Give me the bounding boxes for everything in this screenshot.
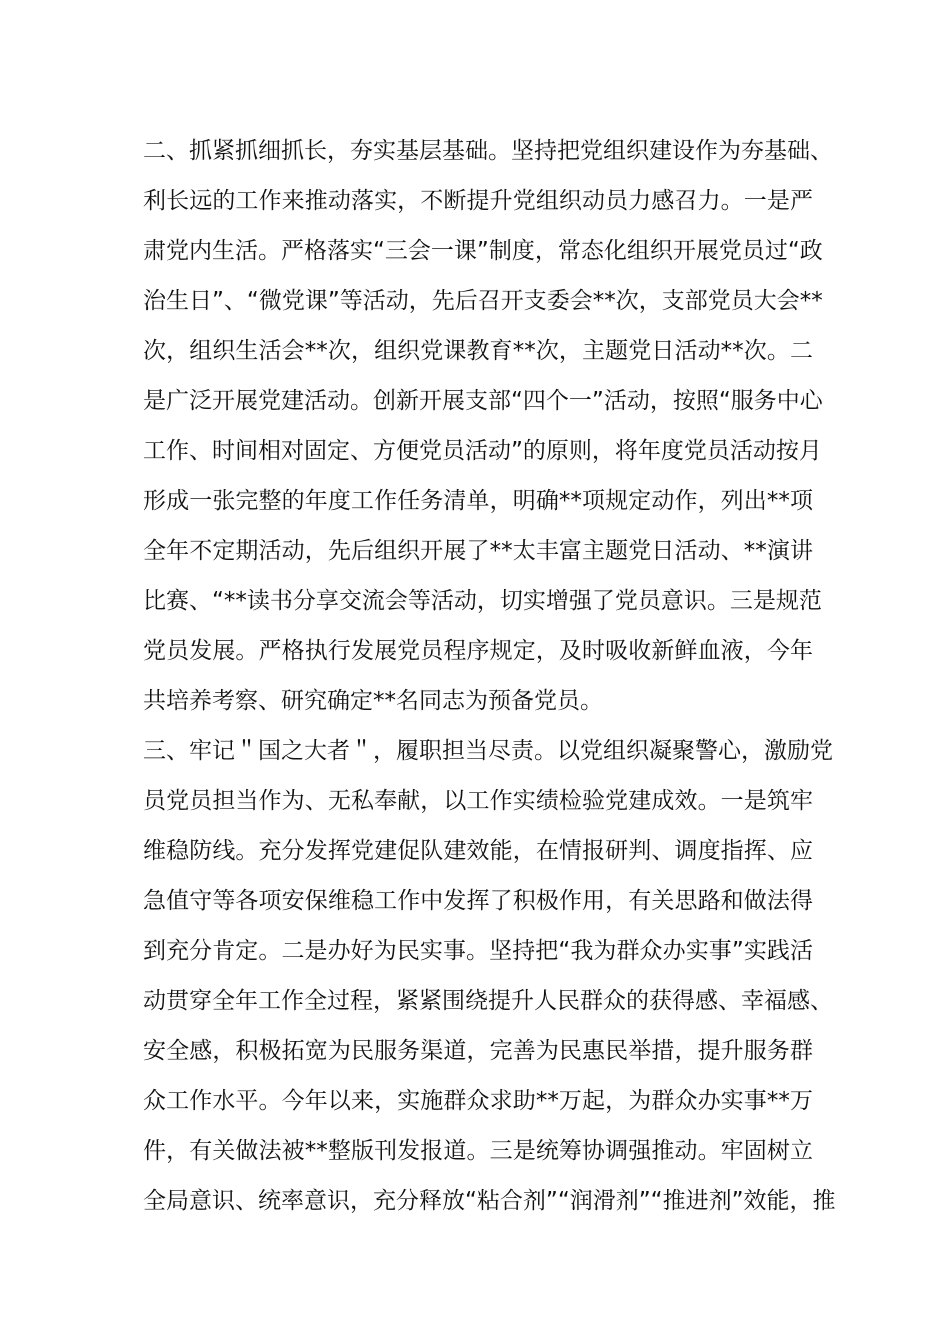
text-line: 维稳防线。充分发挥党建促队建效能，在情报研判、调度指挥、应 [143, 838, 813, 864]
text-line: 共培养考察、研究确定**名同志为预备党员。 [143, 688, 603, 714]
text-line: 全局意识、统率意识，充分释放“粘合剂”“润滑剂”“推进剂”效能，推 [143, 1188, 836, 1214]
text-line: 件，有关做法被**整版刊发报道。三是统筹协调强推动。牢固树立 [143, 1138, 813, 1164]
text-line: 肃党内生活。严格落实“三会一课”制度，常态化组织开展党员过“政 [143, 238, 823, 264]
text-line: 是广泛开展党建活动。创新开展支部“四个一”活动，按照“服务中心 [143, 388, 823, 414]
text-line: 利长远的工作来推动落实，不断提升党组织动员力感召力。一是严 [143, 188, 813, 214]
text-line: 形成一张完整的年度工作任务清单，明确**项规定动作，列出**项 [143, 488, 813, 514]
text-line: 到充分肯定。二是办好为民实事。坚持把“我为群众办实事”实践活 [143, 938, 813, 964]
text-line: 次，组织生活会**次，组织党课教育**次，主题党日活动**次。二 [143, 338, 813, 364]
text-line: 治生日”、“微党课”等活动，先后召开支委会**次，支部党员大会** [143, 288, 823, 314]
text-line: 员党员担当作为、无私奉献，以工作实绩检验党建成效。一是筑牢 [143, 788, 813, 814]
text-line: 急值守等各项安保维稳工作中发挥了积极作用，有关思路和做法得 [143, 888, 813, 914]
text-line: 二、抓紧抓细抓长，夯实基层基础。坚持把党组织建设作为夯基础、 [143, 138, 833, 164]
text-line: 众工作水平。今年以来，实施群众求助**万起，为群众办实事**万 [143, 1088, 813, 1114]
text-line: 全年不定期活动，先后组织开展了**太丰富主题党日活动、**演讲 [143, 538, 813, 564]
text-line: 工作、时间相对固定、方便党员活动”的原则，将年度党员活动按月 [143, 438, 822, 464]
text-line: 安全感，积极拓宽为民服务渠道，完善为民惠民举措，提升服务群 [143, 1038, 813, 1064]
text-line: 党员发展。严格执行发展党员程序规定，及时吸收新鲜血液，今年 [143, 638, 813, 664]
text-line: 比赛、“**读书分享交流会等活动，切实增强了党员意识。三是规范 [143, 588, 822, 614]
body-text [143, 126, 836, 1226]
text-line: 动贯穿全年工作全过程，紧紧围绕提升人民群众的获得感、幸福感、 [143, 988, 833, 1014]
text-line: 三、牢记＂国之大者＂，履职担当尽责。以党组织凝聚警心，激励党 [143, 738, 833, 764]
